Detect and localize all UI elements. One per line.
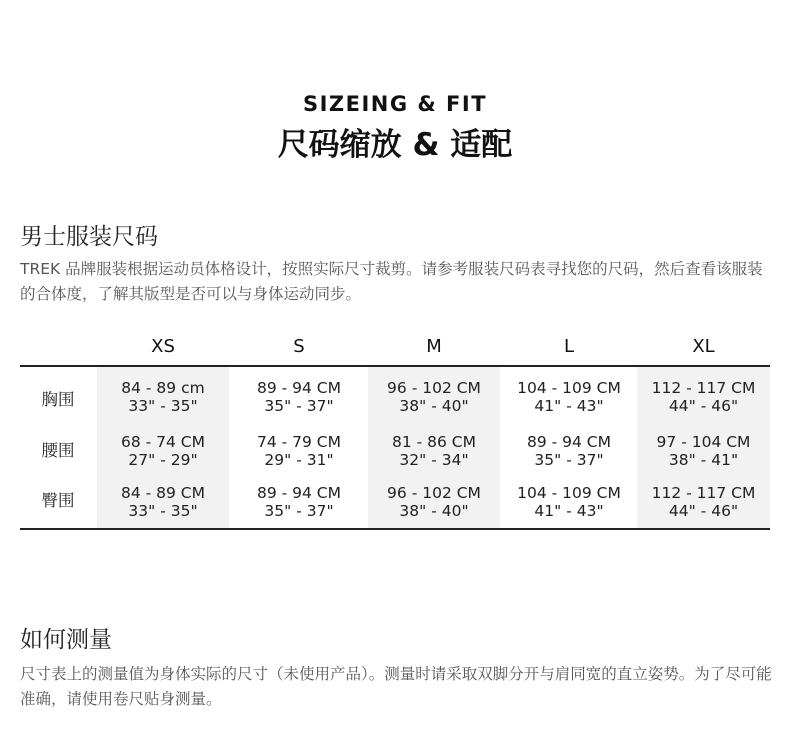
table-cell: 96 - 102 CM 38" - 40" — [387, 484, 481, 520]
table-cell: 68 - 74 CM 27" - 29" — [120, 433, 206, 469]
table-cell: 97 - 104 CM 38" - 41" — [656, 433, 751, 469]
table-bottom-line — [20, 528, 770, 530]
table-cell: 112 - 117 CM 44" - 46" — [651, 379, 756, 415]
table-cell: 104 - 109 CM 41" - 43" — [517, 484, 621, 520]
how-to-measure-description: 尺寸表上的测量值为身体实际的尺寸（未使用产品）。测量时请采取双脚分开与肩同宽的直立姿势。为了尽可能准确，请使用卷尺贴身测量。 — [20, 665, 772, 708]
table-cell: 89 - 94 CM 35" - 37" — [256, 379, 342, 415]
table-cell: 74 - 79 CM 29" - 31" — [256, 433, 342, 469]
header-title-en: SIZEING & FIT — [302, 92, 488, 116]
column-header-m: M — [426, 336, 442, 357]
header-title-cn: 尺码缩放 & 适配 — [277, 127, 513, 163]
mens-size-title: 男士服装尺码 — [20, 224, 158, 250]
row-label-waist: 腰围 — [41, 441, 75, 460]
mens-size-description: TREK 品牌服装根据运动员体格设计，按照实际尺寸裁剪。请参考服装尺码表寻找您的尺码，然后查看该服装的合体度，了解其版型是否可以与身体运动同步。 — [20, 260, 763, 303]
column-header-xl: XL — [692, 336, 715, 357]
table-cell: 81 - 86 CM 32" - 34" — [391, 433, 477, 469]
column-header-xs: XS — [151, 336, 175, 357]
how-to-measure-title: 如何测量 — [20, 627, 112, 653]
row-label-hip: 臀围 — [41, 491, 75, 510]
table-cell: 104 - 109 CM 41" - 43" — [517, 379, 621, 415]
column-header-s: S — [293, 336, 305, 357]
table-cell: 89 - 94 CM 35" - 37" — [526, 433, 612, 469]
row-label-chest: 胸围 — [41, 390, 75, 409]
table-cell: 84 - 89 CM 33" - 35" — [120, 484, 206, 520]
table-cell: 84 - 89 cm 33" - 35" — [121, 379, 205, 415]
table-top-line — [20, 365, 770, 367]
table-cell: 89 - 94 CM 35" - 37" — [256, 484, 342, 520]
table-cell: 96 - 102 CM 38" - 40" — [387, 379, 481, 415]
table-cell: 112 - 117 CM 44" - 46" — [651, 484, 756, 520]
column-header-l: L — [563, 336, 575, 357]
size-table — [20, 330, 770, 530]
